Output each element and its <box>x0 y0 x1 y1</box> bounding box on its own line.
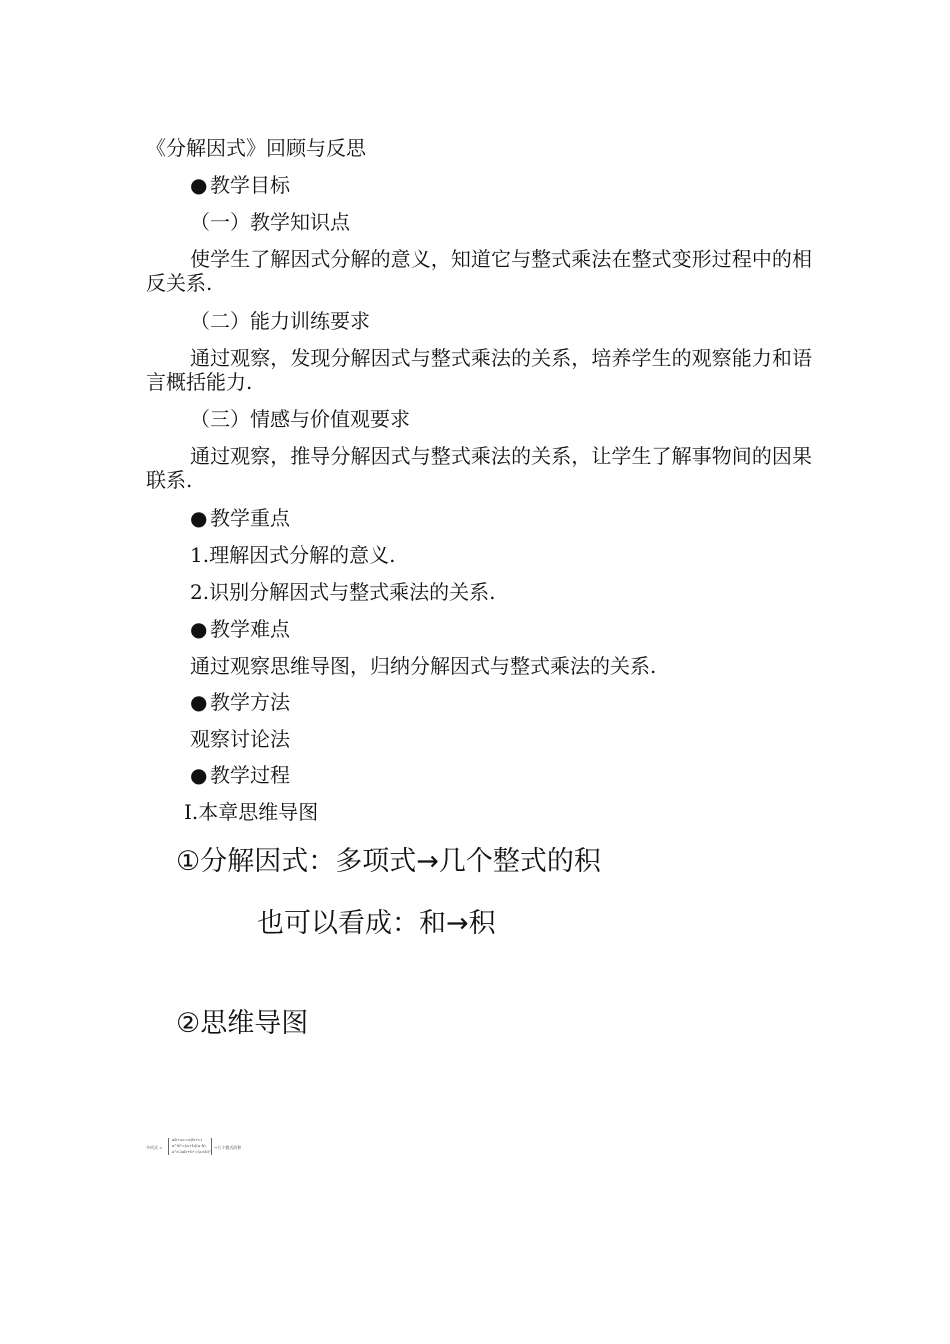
formula-item: a²-b²=(a+b)(a-b) <box>172 1143 206 1148</box>
paragraph-knowledge: 使学生了解因式分解的意义，知道它与整式乘法在整式变形过程中的相反关系. <box>146 247 812 295</box>
key-item-1: 1.理解因式分解的意义. <box>190 543 396 567</box>
formula-lhs: 多项式 = <box>146 1145 163 1150</box>
section-heading-difficulty <box>190 617 290 641</box>
mindmap-line-1: ①分解因式：多项式→几个整式的积 <box>176 846 601 877</box>
bullet-icon: ● <box>190 690 208 714</box>
mindmap-line-2: 也可以看成：和→积 <box>257 908 496 939</box>
subheading-knowledge: （一）教学知识点 <box>190 210 350 234</box>
formula-rhs: →几个整式的积 <box>214 1145 242 1150</box>
section-heading-goals <box>190 173 290 197</box>
difficulty-text: 通过观察思维导图，归纳分解因式与整式乘法的关系. <box>190 654 657 678</box>
heading-text: 教学难点 <box>210 617 290 641</box>
method-text: 观察讨论法 <box>190 727 290 751</box>
formula-items <box>172 1137 211 1155</box>
formula-item: a²±2ab+b²=(a±b)² <box>172 1149 211 1154</box>
section-heading-method <box>190 690 290 714</box>
heading-text: 教学过程 <box>210 763 290 787</box>
document-title: 《分解因式》回顾与反思 <box>146 136 366 160</box>
subheading-ability: （二）能力训练要求 <box>190 309 370 333</box>
bullet-icon: ● <box>190 173 208 197</box>
key-item-2: 2.识别分解因式与整式乘法的关系. <box>190 580 496 604</box>
mindmap-line-3: ②思维导图 <box>176 1008 309 1039</box>
heading-text: 教学目标 <box>210 173 290 197</box>
bullet-icon: ● <box>190 617 208 641</box>
bullet-icon: ● <box>190 506 208 530</box>
heading-text: 教学方法 <box>210 690 290 714</box>
paragraph-emotion: 通过观察，推导分解因式与整式乘法的关系，让学生了解事物间的因果联系. <box>146 444 812 492</box>
section-heading-process <box>190 763 290 787</box>
bullet-icon: ● <box>190 763 208 787</box>
paragraph-ability: 通过观察，发现分解因式与整式乘法的关系，培养学生的观察能力和语言概括能力. <box>146 346 812 394</box>
mindmap-formula-image <box>146 1137 256 1157</box>
heading-text: 教学重点 <box>210 506 290 530</box>
formula-right-brace <box>208 1138 212 1155</box>
formula-item: ab+ac=a(b+c) <box>172 1137 202 1142</box>
process-subheading: Ⅰ.本章思维导图 <box>184 800 319 824</box>
section-heading-key <box>190 506 290 530</box>
subheading-emotion: （三）情感与价值观要求 <box>190 407 410 431</box>
